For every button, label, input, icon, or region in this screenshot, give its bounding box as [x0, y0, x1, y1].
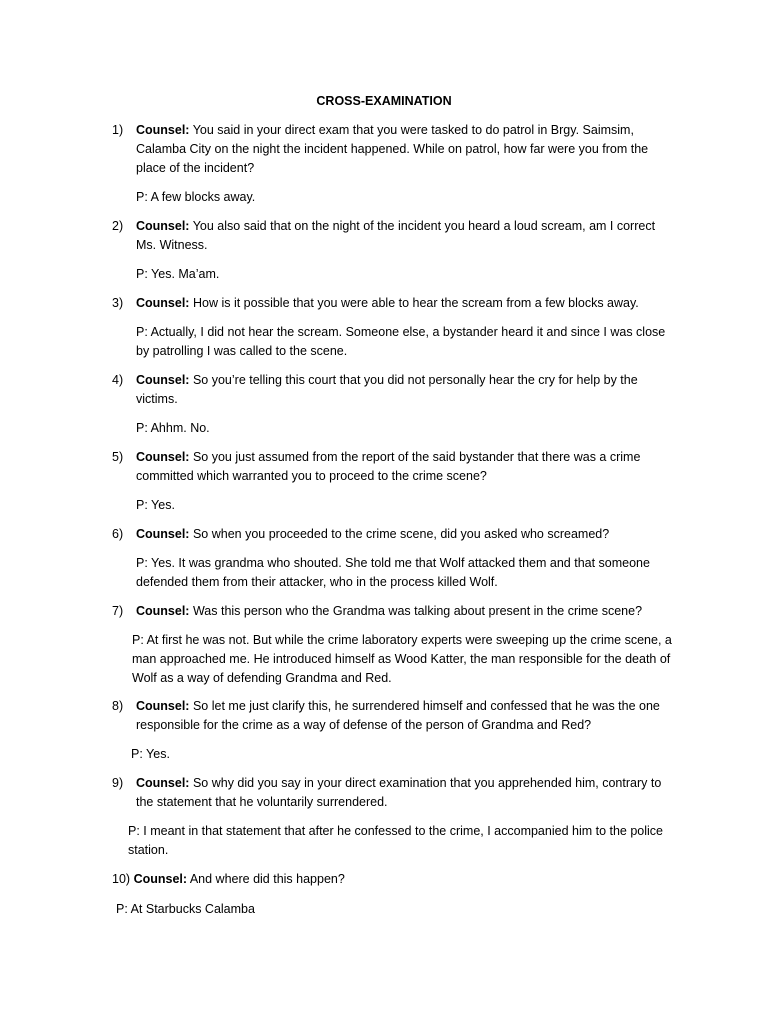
counsel-label: Counsel:: [136, 123, 190, 137]
counsel-label: Counsel:: [136, 776, 190, 790]
counsel-label: Counsel:: [136, 296, 190, 310]
answer-text: P: Yes. It was grandma who shouted. She told me that Wolf attacked them and that someone defended them from their attacker, who in the process killed Wolf.: [136, 556, 650, 589]
question-8: [112, 697, 672, 735]
question-number: 3): [112, 296, 124, 310]
question-text: And where did this happen?: [189, 872, 345, 886]
answer-6: [90, 554, 675, 592]
answer-text: P: At first he was not. But while the crime laboratory experts were sweeping up the crime scene, a man approached me. He introduced himself as Wood Katter, the man responsible for the death of Wolf as a way of defending Grandma and Red.: [132, 633, 672, 685]
question-text: How is it possible that you were able to hear the scream from a few blocks away.: [192, 296, 639, 310]
counsel-label: Counsel:: [136, 373, 190, 387]
counsel-label: Counsel:: [136, 219, 190, 233]
question-2: [112, 217, 672, 255]
answer-4: P: Ahhm. No.: [136, 421, 210, 435]
question-number: 2): [112, 219, 124, 233]
question-text: So why did you say in your direct examination that you apprehended him, contrary to the statement that he voluntarily surrendered.: [136, 776, 662, 809]
question-10: [112, 870, 672, 889]
question-number: 1): [112, 123, 124, 137]
question-number: 5): [112, 450, 124, 464]
answer-1: P: A few blocks away.: [136, 190, 256, 204]
answer-5: P: Yes.: [136, 498, 175, 512]
question-3: [112, 294, 672, 313]
counsel-label: Counsel:: [133, 872, 188, 886]
question-text: So you just assumed from the report of the said bystander that there was a crime committed which warranted you to proceed to the crime scene?: [136, 450, 641, 483]
question-text: You said in your direct exam that you were tasked to do patrol in Brgy. Saimsim, Calamba City on the night the incident happened. While on patrol, how far were you from the place of the incident?: [136, 123, 649, 175]
answer-3: P: Actually, I did not hear the scream. Someone else, a bystander heard it and since I was close by patrolling I was called to the scene.: [136, 325, 666, 358]
question-number: 4): [112, 373, 124, 387]
question-text: So when you proceeded to the crime scene, did you asked who screamed?: [192, 527, 610, 541]
question-text: Was this person who the Grandma was talking about present in the crime scene?: [192, 604, 643, 618]
question-7: [112, 602, 672, 621]
question-1: [112, 121, 672, 178]
counsel-label: Counsel:: [136, 699, 190, 713]
answer-8: P: Yes.: [131, 747, 170, 761]
question-6: [112, 525, 672, 544]
question-text: So let me just clarify this, he surrendered himself and confessed that he was the one responsible for the crime as a way of defense of the person of Grandma and Red?: [136, 699, 660, 732]
question-4: [112, 371, 672, 409]
question-text: You also said that on the night of the incident you heard a loud scream, am I correct Ms. Witness.: [136, 219, 656, 252]
question-number: 6): [112, 527, 124, 541]
answer-9: [90, 822, 675, 860]
counsel-label: Counsel:: [136, 527, 190, 541]
counsel-label: Counsel:: [136, 450, 190, 464]
document-title: CROSS-EXAMINATION: [316, 94, 452, 108]
question-number: 9): [112, 776, 124, 790]
answer-10: P: At Starbucks Calamba: [116, 902, 255, 916]
question-number: 7): [112, 604, 124, 618]
question-text: So you’re telling this court that you did not personally hear the cry for help by the victims.: [136, 373, 638, 406]
question-5: [112, 448, 672, 486]
counsel-label: Counsel:: [136, 604, 190, 618]
answer-text: P: I meant in that statement that after he confessed to the crime, I accompanied him to the police station.: [128, 824, 664, 857]
answer-7: [90, 631, 675, 688]
question-number: 10): [112, 872, 131, 886]
question-9: [112, 774, 672, 812]
question-number: 8): [112, 699, 124, 713]
answer-2: P: Yes. Ma’am.: [136, 267, 220, 281]
